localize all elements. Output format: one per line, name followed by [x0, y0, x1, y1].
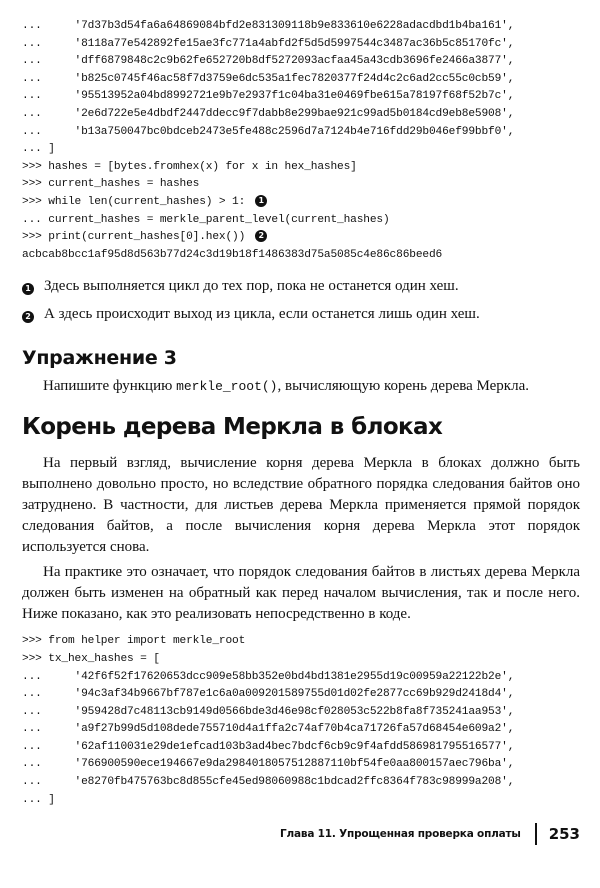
code-block-hashes	[22, 18, 580, 264]
code-line: ... '8118a77e542892fe15ae3fc771a4abfd2f5d5d5997544c3487ac36b5c85170fc',	[22, 37, 515, 50]
code-line: ... '2e6d722e5e4dbdf2447ddecc9f7dabb8e299bae921c99ad5b0184cd9eb8e5908',	[22, 107, 515, 120]
code-line: ... '95513952a04bd8992721e9b7e2937f1c04ba31e0469fbe615a78197f68f52b7c',	[22, 90, 515, 103]
callout-marker-2: 2	[22, 311, 34, 323]
code-line-with-marker	[22, 229, 580, 247]
note-text: А здесь происходит выход из цикла, если останется лишь один хеш.	[44, 306, 480, 323]
code-line: ... '62af110031e29de1efcad103b3ad4bec7bdcf6cb9c9f4afdd586981795516577',	[22, 740, 515, 753]
code-line: ... 'b13a750047bc0bdceb2473e5fe488c2596d7a7124b4e716fdd29b046ef99bbf0',	[22, 125, 515, 138]
code-line: ... '766900590ece194667e9da2984018057512887110bf54fe0aa800157aec796ba',	[22, 758, 515, 771]
code-line: ... '959428d7c48113cb9149d0566bde3d46e98cf028053c522b8fa8f735241aa953',	[22, 705, 515, 718]
section-heading: Корень дерева Меркла в блоках	[22, 414, 443, 441]
code-line: ... 'e8270fb475763bc8d855cfe45ed98060988c1bdcad2ffc8364f783c98999a208',	[22, 776, 515, 789]
code-line-with-marker	[22, 194, 580, 212]
callout-note-2	[22, 304, 580, 324]
code-text: >>> print(current_hashes[0].hex())	[22, 231, 246, 244]
code-line: ... '7d37b3d54fa6a64869084bfd2e831309118b9e833610e6228adacdbd1b4ba161',	[22, 20, 515, 32]
paragraph: На первый взгляд, вычисление корня дерева Меркла в блоках должно быть выполнено довольно просто, но вследствие обратного порядка следования байтов оно затруднено. В частности, для листьев дерева Меркла применяется прямой порядок следования байтов, а после вычисления корня дерева Меркла этот порядок используется снова.	[22, 455, 580, 556]
code-line: ... ]	[22, 143, 55, 156]
page-footer	[22, 823, 580, 855]
callout-marker-1: 1	[255, 195, 267, 207]
code-line: ... '42f6f52f17620653dcc909e58bb352e0bd4bd1381e2955d19c00959a22122b2e',	[22, 670, 515, 683]
text: Напишите функцию	[43, 378, 177, 395]
code-block-merkle-root	[22, 633, 580, 809]
chapter-title: Глава 11. Упрощенная проверка оплаты	[280, 828, 521, 841]
code-line: >>> current_hashes = hashes	[22, 178, 200, 191]
inline-code: merkle_root()	[176, 379, 278, 395]
page-number: 253	[548, 825, 580, 844]
footer-divider	[535, 823, 537, 845]
code-line: ... 'a9f27b99d5d108dede755710d4a1ffa2c74af70b4ca71726fa57d68454e609a2',	[22, 723, 515, 736]
code-line: >>> hashes = [bytes.fromhex(x) for x in hex_hashes]	[22, 160, 357, 173]
code-line: ... 'dff6879848c2c9b62fe652720b8df5272093acfaa45a43cdb3696fe2466a3877',	[22, 55, 515, 68]
code-output: acbcab8bcc1af95d8d563b77d24c3d19b18f1486383d75a5085c4e86c86beed6	[22, 248, 443, 261]
code-line: ... '94c3af34b9667bf787e1c6a0a009201589755d01d02fe2877cc69b929d2418d4',	[22, 688, 515, 701]
exercise-heading: Упражнение 3	[22, 347, 177, 370]
code-line: ... current_hashes = merkle_parent_level(current_hashes)	[22, 213, 390, 226]
code-text: >>> while len(current_hashes) > 1:	[22, 195, 246, 208]
paragraph: На практике это означает, что порядок следования байтов в листьях дерева Меркла должен быть изменен на обратный как перед началом вычисления, так и после него. Ниже показано, как это реализовать непосредственно в коде.	[22, 564, 580, 623]
callout-note-1	[22, 276, 580, 296]
exercise-text	[22, 376, 580, 397]
code-line: >>> from helper import merkle_root	[22, 635, 246, 648]
text: , вычисляющую корень дерева Меркла.	[277, 378, 529, 395]
code-line: ... ]	[22, 793, 55, 806]
callout-marker-2: 2	[255, 230, 267, 242]
code-line: >>> tx_hex_hashes = [	[22, 652, 160, 665]
note-text: Здесь выполняется цикл до тех пор, пока не останется один хеш.	[44, 278, 459, 295]
callout-marker-1: 1	[22, 283, 34, 295]
code-line: ... 'b825c0745f46ac58f7d3759e6dc535a1fec7820377f24d4c2c6ad2cc55c0cb59',	[22, 72, 515, 85]
